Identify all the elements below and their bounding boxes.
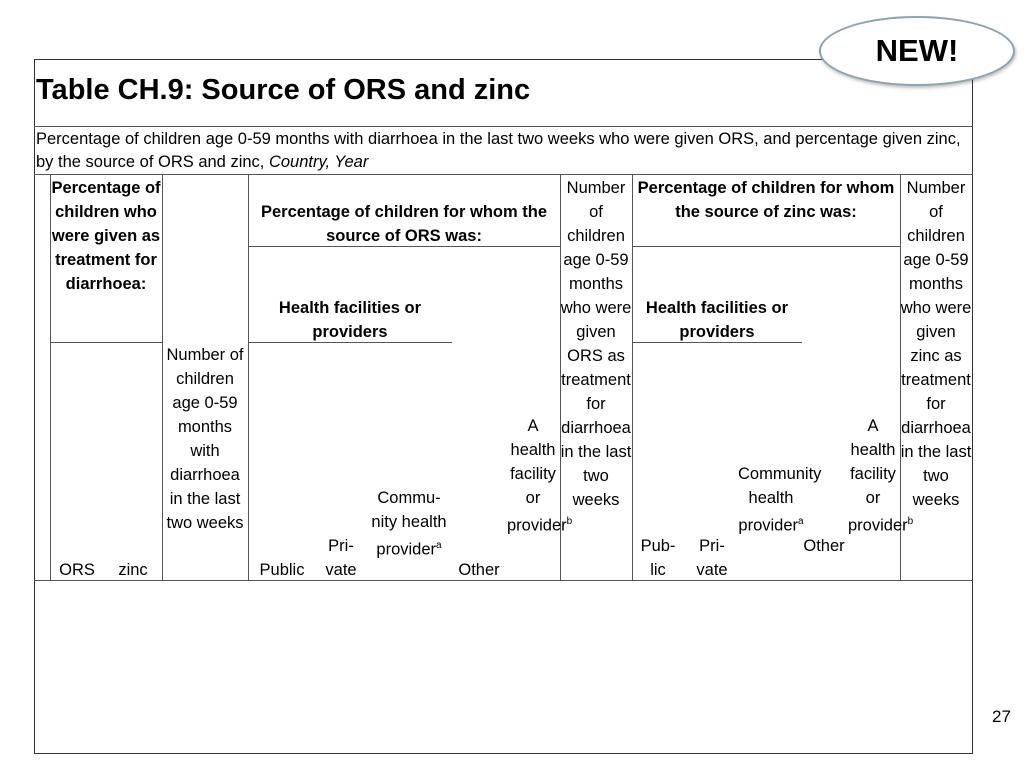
header-number-ors: Number of children age 0-59 months who were given ORS as treatment for diarrhoea in the last two weeks — [560, 179, 632, 509]
table-title: Table CH.9: Source of ORS and zinc — [36, 74, 531, 106]
new-badge — [819, 16, 1015, 86]
header-ors-community: Commu-nity health provider$^a$ — [371, 489, 447, 559]
header-ors-any-facility: A health facility or provider$^b$ — [507, 417, 573, 535]
header-zinc: zinc — [118, 561, 148, 579]
page-number: 27 — [992, 707, 1011, 726]
header-ors-public: Public — [259, 561, 305, 579]
subtitle-country-year: Country, Year — [268, 153, 369, 171]
zinc-group-divider — [632, 246, 900, 247]
title-divider — [34, 126, 973, 127]
header-ors-health-facilities: Health facilities or providers — [278, 299, 422, 341]
header-ors-other: Other — [458, 561, 500, 579]
header-number-diarrhoea: Number of children age 0-59 months with diarrhoea in the last two weeks — [166, 346, 244, 532]
new-badge-label: NEW! — [875, 33, 959, 68]
header-zinc-public: Pub-lic — [640, 537, 676, 579]
subtitle-divider — [34, 174, 973, 175]
header-zinc-community: Community health provider$^a$ — [738, 465, 822, 535]
header-zinc-private: Pri-vate — [696, 537, 728, 579]
header-ors-source: Percentage of children for whom the source of ORS was: — [260, 203, 548, 245]
header-pct-treatment: Percentage of children who were given as treatment for diarrhoea: — [51, 179, 161, 293]
table-subtitle — [36, 128, 966, 174]
header-zinc-other: Other — [803, 537, 845, 555]
header-zinc-source: Percentage of children for whom the source of zinc was: — [637, 179, 895, 221]
header-number-zinc: Number of children age 0-59 months who were given zinc as treatment for diarrhoea in the last two weeks — [900, 179, 972, 509]
header-ors-private: Pri-vate — [325, 537, 357, 579]
col-divider-5 — [632, 174, 633, 580]
subtitle-text: Percentage of children age 0-59 months with diarrhoea in the last two weeks who were given ORS, and percentage given zinc, by the source of ORS and zinc, — [36, 130, 961, 171]
header-zinc-health-facilities: Health facilities or providers — [645, 299, 789, 341]
treatment-divider — [50, 342, 162, 343]
header-zinc-any-facility: A health facility or provider$^b$ — [848, 417, 914, 535]
header-ors: ORS — [59, 561, 95, 579]
